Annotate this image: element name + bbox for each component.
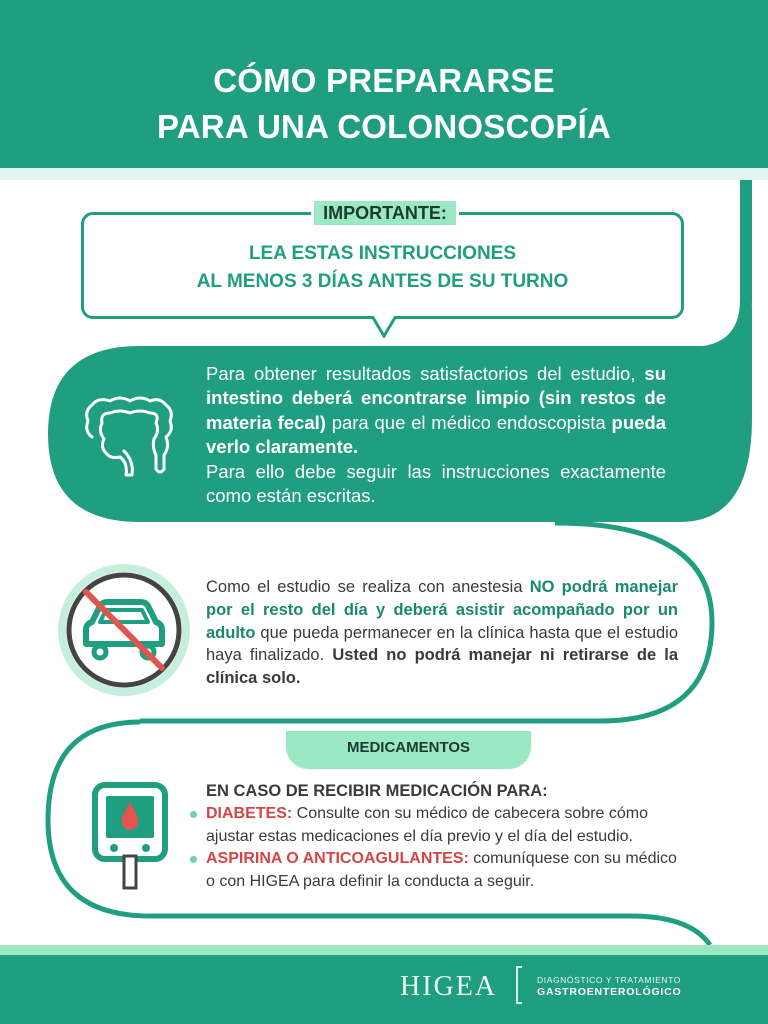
glucometer-icon <box>92 782 168 892</box>
s2-part-2: NO podrá manejar por el resto del día y deberá asistir acompañado por un adulto <box>206 578 679 642</box>
brand-logo: HIGEA <box>400 971 498 1002</box>
important-line-1: LEA ESTAS INSTRUCCIONES <box>248 243 517 264</box>
medication-term: DIABETES: <box>206 805 293 822</box>
s1-part-3: para que el médico endoscopista <box>325 411 612 433</box>
speech-pointer-icon <box>372 316 396 338</box>
medication-item-diabetes <box>190 803 690 848</box>
medication-term: ASPIRINA O ANTICOAGULANTES: <box>206 850 469 867</box>
bullet-dot <box>190 811 197 818</box>
important-line-2: AL MENOS 3 DÍAS ANTES DE SU TURNO <box>196 271 569 292</box>
no-driving-icon <box>56 562 192 698</box>
s1-part-2: su intestino deberá encontrarse limpio (sin restos de materia fecal) <box>206 363 666 433</box>
bracket-divider <box>516 966 522 1004</box>
medication-text: Consulte con su médico de cabecera sobre cómo ajustar estas medicaciones el día previo y el día del estudio. <box>206 805 648 845</box>
medications-heading: EN CASO DE RECIBIR MEDICACIÓN PARA: <box>206 782 548 800</box>
medications-label: MEDICAMENTOS <box>346 739 471 756</box>
s2-part-3: que pueda permanecer en la clínica hasta que el estudio haya finalizado. <box>206 623 678 665</box>
title-line-1: CÓMO PREPARARSE <box>213 62 555 99</box>
s1-part-5: Para ello debe seguir las instrucciones exactamente como están escritas. <box>206 460 666 507</box>
brand-tagline-1: DIAGNÓSTICO Y TRATAMIENTO <box>537 975 681 985</box>
medication-item-aspirina <box>190 848 690 893</box>
s2-part-1: Como el estudio se realiza con anestesia <box>206 578 530 596</box>
footer-stripe <box>0 945 768 955</box>
medications-label-tab <box>286 731 531 769</box>
important-label: IMPORTANTE: <box>323 203 447 223</box>
important-message <box>84 240 681 296</box>
bullet-dot <box>190 856 197 863</box>
important-label-tag <box>311 198 459 228</box>
section-1-text <box>206 362 666 508</box>
title-line-2: PARA UNA COLONOSCOPÍA <box>157 108 611 145</box>
s2-part-4: Usted no podrá manejar ni retirarse de la clínica solo. <box>206 646 679 688</box>
medication-text: comuníquese con su médico o con HIGEA para definir la conducta a seguir. <box>206 850 677 890</box>
s1-part-4: pueda verlo claramente. <box>206 411 666 458</box>
s1-part-1: Para obtener resultados satisfactorios del estudio, <box>206 363 645 384</box>
section-2-text <box>206 576 678 690</box>
intestine-icon <box>80 385 180 485</box>
brand-tagline-2: GASTROENTEROLÓGICO <box>537 986 682 998</box>
